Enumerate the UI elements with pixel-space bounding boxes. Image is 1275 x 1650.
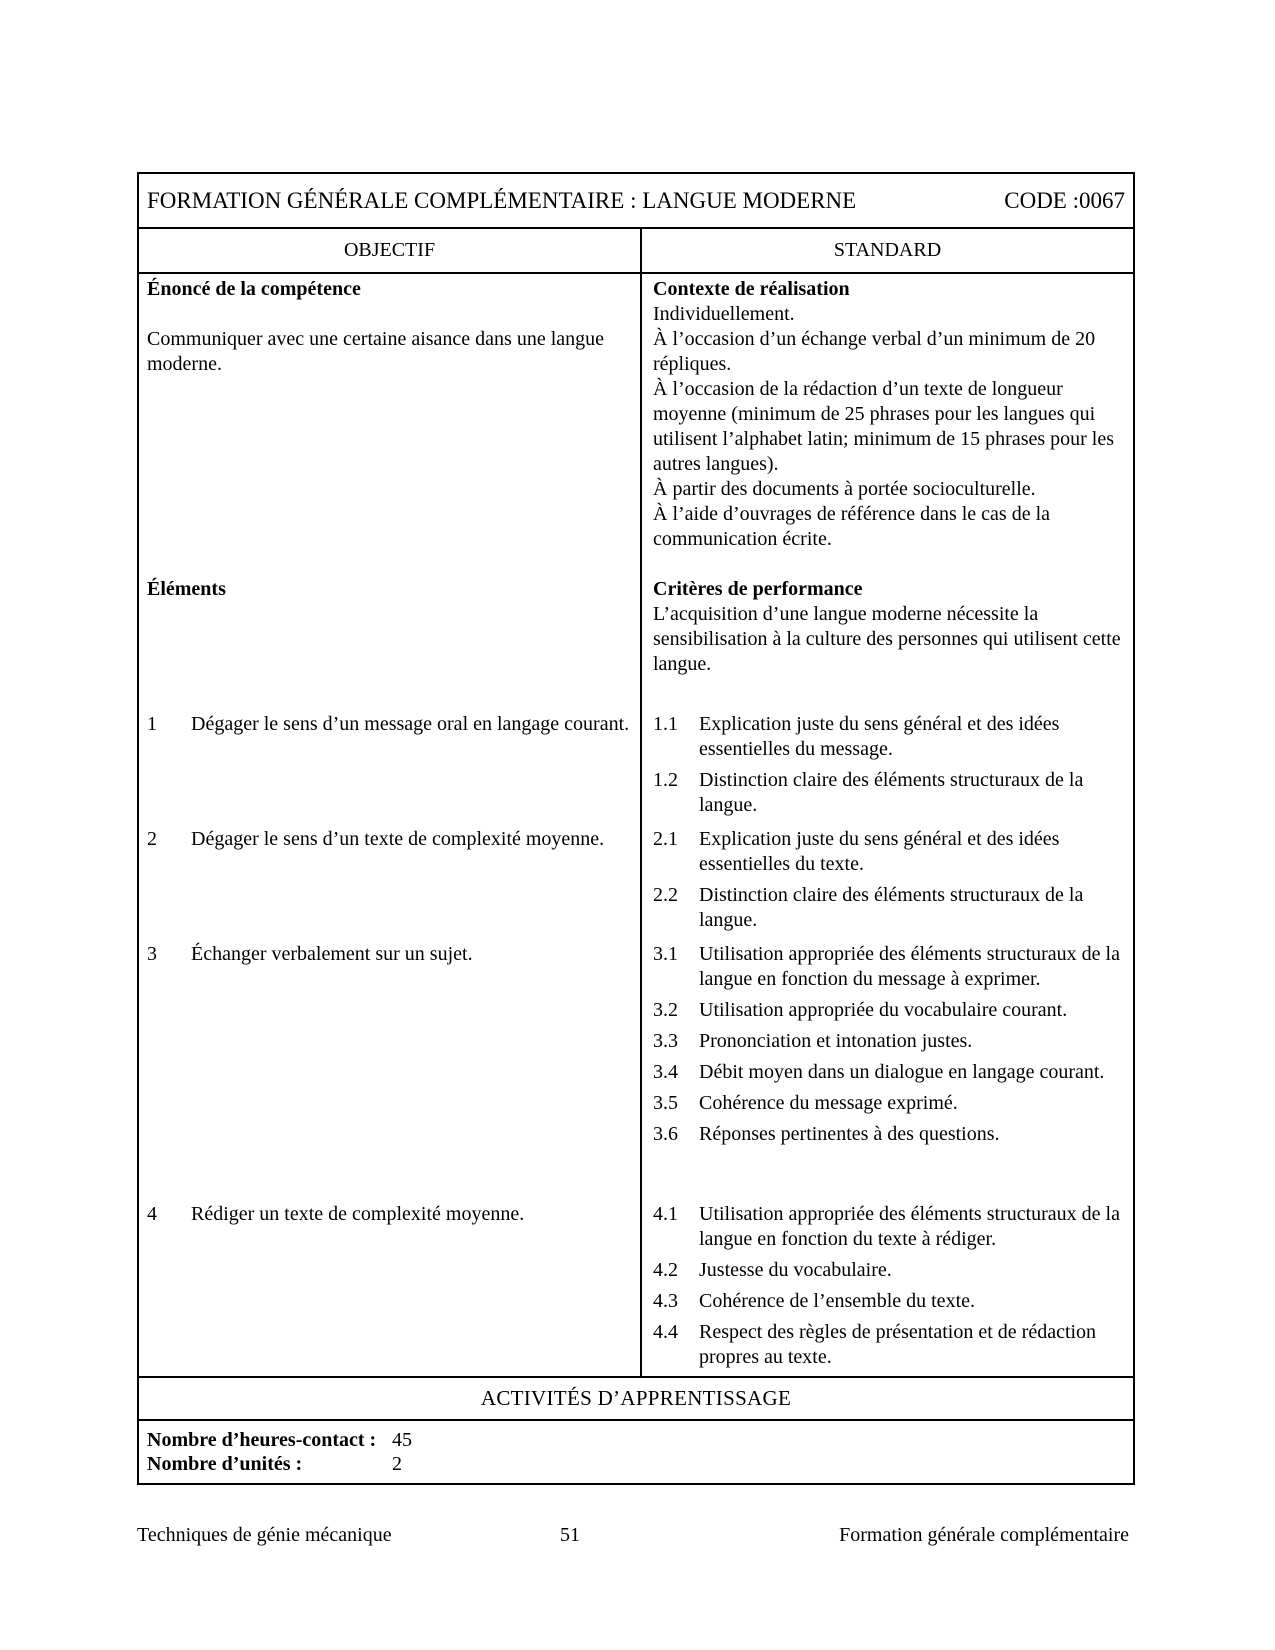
criteria-number: 4.4	[653, 1321, 678, 1343]
criteria-number: 4.3	[653, 1290, 678, 1312]
criteres-heading-cell	[642, 574, 1133, 709]
element-text: Rédiger un texte de complexité moyenne.	[191, 1203, 525, 1225]
element-cell	[139, 824, 642, 939]
element-item	[147, 827, 632, 852]
footer-section-name: Formation générale complémentaire	[839, 1524, 1129, 1546]
contexte-item: À l’occasion d’un échange verbal d’un minimum de 20 répliques.	[653, 328, 1096, 375]
element-number: 1	[147, 713, 157, 735]
activites-heading: ACTIVITÉS D’APPRENTISSAGE	[139, 1376, 1133, 1419]
criteria-text: Cohérence du message exprimé.	[699, 1092, 958, 1114]
hours-contact-label: Nombre d’heures-contact :	[147, 1429, 377, 1451]
criteria-text: Respect des règles de présentation et de rédaction propres au texte.	[699, 1321, 1097, 1368]
criteria-text: Utilisation appropriée des éléments structuraux de la langue en fonction du texte à rédiger.	[699, 1203, 1120, 1250]
enonce-heading: Énoncé de la compétence	[147, 278, 361, 300]
criteria-text: Prononciation et intonation justes.	[699, 1030, 973, 1052]
criteria-text: Réponses pertinentes à des questions.	[699, 1123, 1000, 1145]
criteria-number: 3.6	[653, 1123, 678, 1145]
course-code: CODE :0067	[1004, 187, 1125, 213]
criteria-number: 2.2	[653, 884, 678, 906]
element-cell	[139, 1199, 642, 1376]
element-item	[147, 1202, 632, 1227]
criteria-number: 1.1	[653, 713, 678, 735]
standard-column-header: STANDARD	[833, 239, 942, 261]
page-footer	[137, 1524, 1129, 1550]
criteria-number: 2.1	[653, 828, 678, 850]
contexte-item: À l’aide d’ouvrages de référence dans le cas de la communication écrite.	[653, 503, 1051, 550]
criteria-item	[653, 1258, 1123, 1283]
criteria-text: Explication juste du sens général et des idées essentielles du message.	[699, 713, 1060, 760]
hours-contact-line	[147, 1428, 1125, 1452]
criteria-text: Distinction claire des éléments structuraux de la langue.	[699, 884, 1084, 931]
column-headers-row	[139, 227, 1133, 272]
footer-program-name: Techniques de génie mécanique	[137, 1524, 392, 1546]
criteria-number: 3.4	[653, 1061, 678, 1083]
contexte-item: Individuellement.	[653, 303, 795, 325]
objective-standard-table	[137, 172, 1135, 1485]
criteria-cell	[642, 939, 1133, 1199]
criteria-item	[653, 1202, 1123, 1252]
criteria-text: Débit moyen dans un dialogue en langage courant.	[699, 1061, 1105, 1083]
criteria-item	[653, 827, 1123, 877]
element-text: Dégager le sens d’un texte de complexité moyenne.	[191, 828, 605, 850]
element-number: 2	[147, 828, 157, 850]
contexte-heading: Contexte de réalisation	[653, 278, 850, 300]
element-text: Dégager le sens d’un message oral en langage courant.	[191, 713, 630, 735]
footer-page-number: 51	[560, 1524, 580, 1546]
criteria-item	[653, 1122, 1123, 1147]
criteria-item	[653, 1029, 1123, 1054]
criteria-number: 3.1	[653, 943, 678, 965]
elements-heading: Éléments	[147, 578, 226, 600]
criteria-number: 1.2	[653, 769, 678, 791]
criteria-cell	[642, 1199, 1133, 1376]
contexte-item: À l’occasion de la rédaction d’un texte de longueur moyenne (minimum de 25 phrases pour les langues qui utilisent l’alphabet latin; minimum de 15 phrases pour les autres langues).	[653, 378, 1115, 475]
criteria-text: Utilisation appropriée du vocabulaire courant.	[699, 999, 1068, 1021]
criteria-item	[653, 942, 1123, 992]
enonce-text: Communiquer avec une certaine aisance dans une langue moderne.	[147, 328, 605, 375]
criteria-item	[653, 1060, 1123, 1085]
enonce-cell	[139, 274, 642, 574]
criteres-heading: Critères de performance	[653, 578, 863, 600]
criteria-item	[653, 998, 1123, 1023]
element-item	[147, 712, 632, 737]
content-grid	[139, 272, 1133, 1376]
criteria-item	[653, 1289, 1123, 1314]
criteria-item	[653, 1320, 1123, 1370]
contexte-item: À partir des documents à portée socioculturelle.	[653, 478, 1036, 500]
criteria-item	[653, 883, 1123, 933]
element-text: Échanger verbalement sur un sujet.	[191, 943, 473, 965]
criteria-number: 3.5	[653, 1092, 678, 1114]
criteres-intro: L’acquisition d’une langue moderne nécessite la sensibilisation à la culture des personnes qui utilisent cette langue.	[653, 603, 1121, 675]
elements-heading-cell	[139, 574, 642, 709]
criteria-item	[653, 768, 1123, 818]
criteria-text: Cohérence de l’ensemble du texte.	[699, 1290, 975, 1312]
criteria-text: Justesse du vocabulaire.	[699, 1259, 892, 1281]
units-label: Nombre d’unités :	[147, 1453, 303, 1475]
criteria-number: 3.3	[653, 1030, 678, 1052]
criteria-item	[653, 1091, 1123, 1116]
criteria-item	[653, 712, 1123, 762]
units-value: 2	[392, 1453, 402, 1475]
hours-contact-value: 45	[392, 1429, 412, 1451]
element-cell	[139, 709, 642, 824]
element-cell	[139, 939, 642, 1199]
element-item	[147, 942, 632, 967]
element-number: 3	[147, 943, 157, 965]
criteria-cell	[642, 709, 1133, 824]
criteria-number: 3.2	[653, 999, 678, 1021]
element-number: 4	[147, 1203, 157, 1225]
contexte-cell	[642, 274, 1133, 574]
criteria-cell	[642, 824, 1133, 939]
document-title: FORMATION GÉNÉRALE COMPLÉMENTAIRE : LANGUE MODERNE	[147, 187, 857, 213]
criteria-text: Distinction claire des éléments structuraux de la langue.	[699, 769, 1084, 816]
units-line	[147, 1452, 1125, 1476]
title-row	[139, 174, 1133, 227]
objectif-column-header: OBJECTIF	[139, 229, 642, 272]
totals-row	[139, 1419, 1133, 1483]
criteria-number: 4.1	[653, 1203, 678, 1225]
criteria-number: 4.2	[653, 1259, 678, 1281]
criteria-text: Explication juste du sens général et des idées essentielles du texte.	[699, 828, 1060, 875]
criteria-text: Utilisation appropriée des éléments structuraux de la langue en fonction du message à exprimer.	[699, 943, 1120, 990]
